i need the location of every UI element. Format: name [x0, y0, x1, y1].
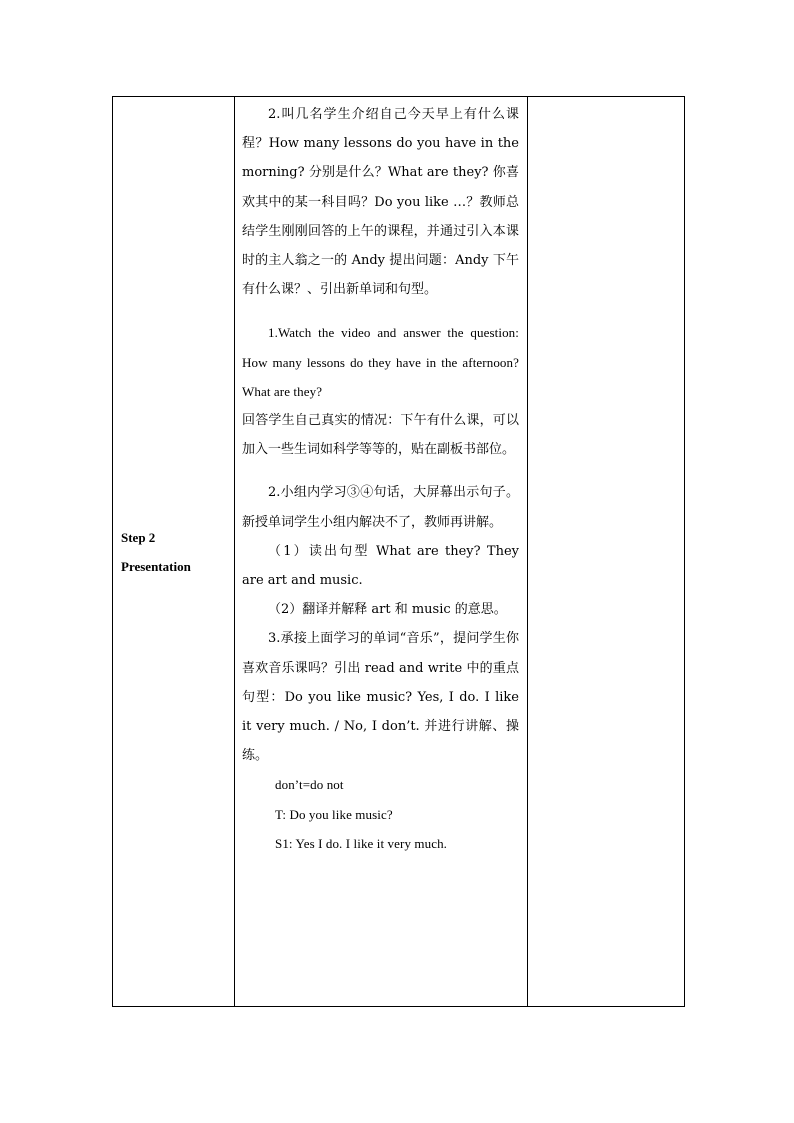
paragraph-music-question: 3.承接上面学习的单词“音乐”，提问学生你喜欢音乐课吗？引出 read and write 中的重点句型：Do you like music? Yes, I do. I like it very much. / No, I don’t. 并进行讲解、操练。 [242, 631, 519, 764]
paragraph-group-study: 2.小组内学习③④句话，大屏幕出示句子。新授单词学生小组内解决不了，教师再讲解。 [242, 485, 519, 530]
content-body [235, 97, 527, 858]
paragraph-watch-video: 1.Watch the video and answer the question: How many lessons do they have in the afternoon? What are they? [242, 325, 519, 399]
content-cell [235, 97, 528, 1007]
spacer [242, 304, 519, 318]
notes-cell [528, 97, 685, 1007]
paragraph-teacher-line: T: Do you like music? [275, 806, 393, 822]
paragraph-intro-question: 2.叫几名学生介绍自己今天早上有什么课程？How many lessons do you have in the morning? 分别是什么？What are they? 你喜欢其中的某一科目吗？Do you like …？教师总结学生刚刚回答的上午的课程，并通过引入本课时的主人翁之一的 Andy 提出问题：Andy 下午有什么课？、引出新单词和句型。 [242, 107, 519, 298]
lesson-plan-table [112, 96, 685, 1007]
step-number: Step 2 [121, 529, 156, 545]
step-title [113, 523, 234, 581]
paragraph-read-pattern: （1）读出句型 What are they? They are art and music. [242, 543, 519, 589]
paragraph-student-line: S1: Yes I do. I like it very much. [275, 835, 448, 851]
paragraph-answer-situation: 回答学生自己真实的情况：下午有什么课，可以加入一些生词如科学等等的，贴在副板书部位。 [242, 413, 519, 458]
step-cell [113, 97, 235, 1007]
step-name: Presentation [121, 558, 191, 574]
paragraph-dont: don’t=do not [275, 777, 344, 793]
paragraph-translate: （2）翻译并解释 art 和 music 的意思。 [268, 602, 507, 618]
spacer [242, 464, 519, 478]
table-row [113, 97, 685, 1007]
